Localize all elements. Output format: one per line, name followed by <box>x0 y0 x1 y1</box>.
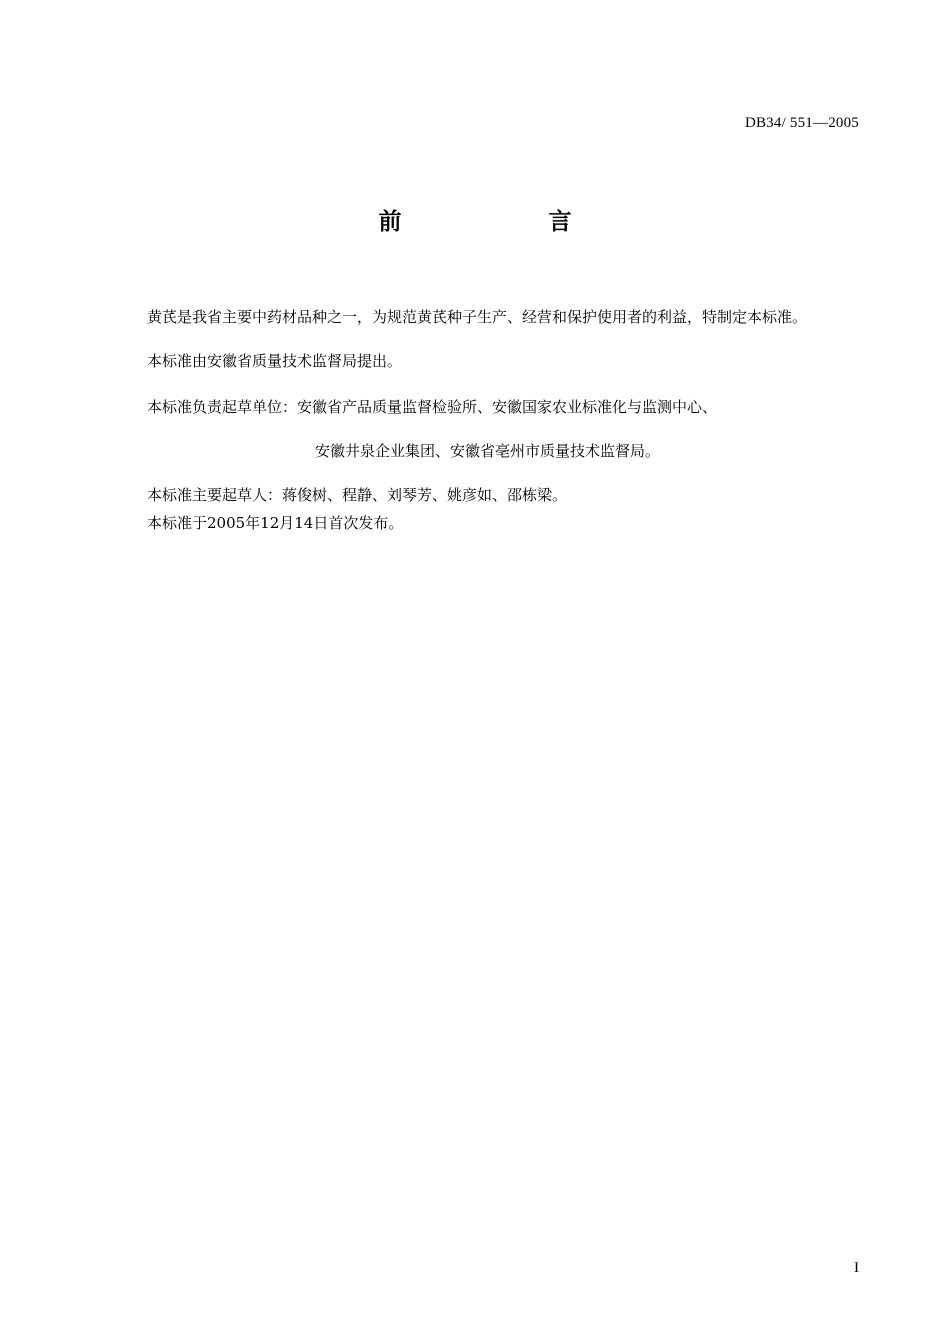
paragraph-main-drafters: 本标准主要起草人：蒋俊树、程静、刘琴芳、姚彦如、邵栋梁。 <box>147 486 568 504</box>
paragraph-intro: 黄芪是我省主要中药材品种之一，为规范黄芪种子生产、经营和保护使用者的利益，特制定本标准。 <box>147 308 808 326</box>
paragraph-proposed-by: 本标准由安徽省质量技术监督局提出。 <box>147 352 403 370</box>
paragraph-drafting-units: 本标准负责起草单位：安徽省产品质量监督检验所、安徽国家农业标准化与监测中心、 <box>147 398 718 416</box>
paragraph-drafting-units-continued: 安徽井泉企业集团、安徽省亳州市质量技术监督局。 <box>315 442 661 460</box>
standard-code: DB34/ 551—2005 <box>744 115 859 131</box>
page-number: I <box>854 1260 859 1276</box>
paragraph-first-issued: 本标准于2005年12月14日首次发布。 <box>147 514 404 532</box>
page-title: 前 言 <box>378 209 634 235</box>
